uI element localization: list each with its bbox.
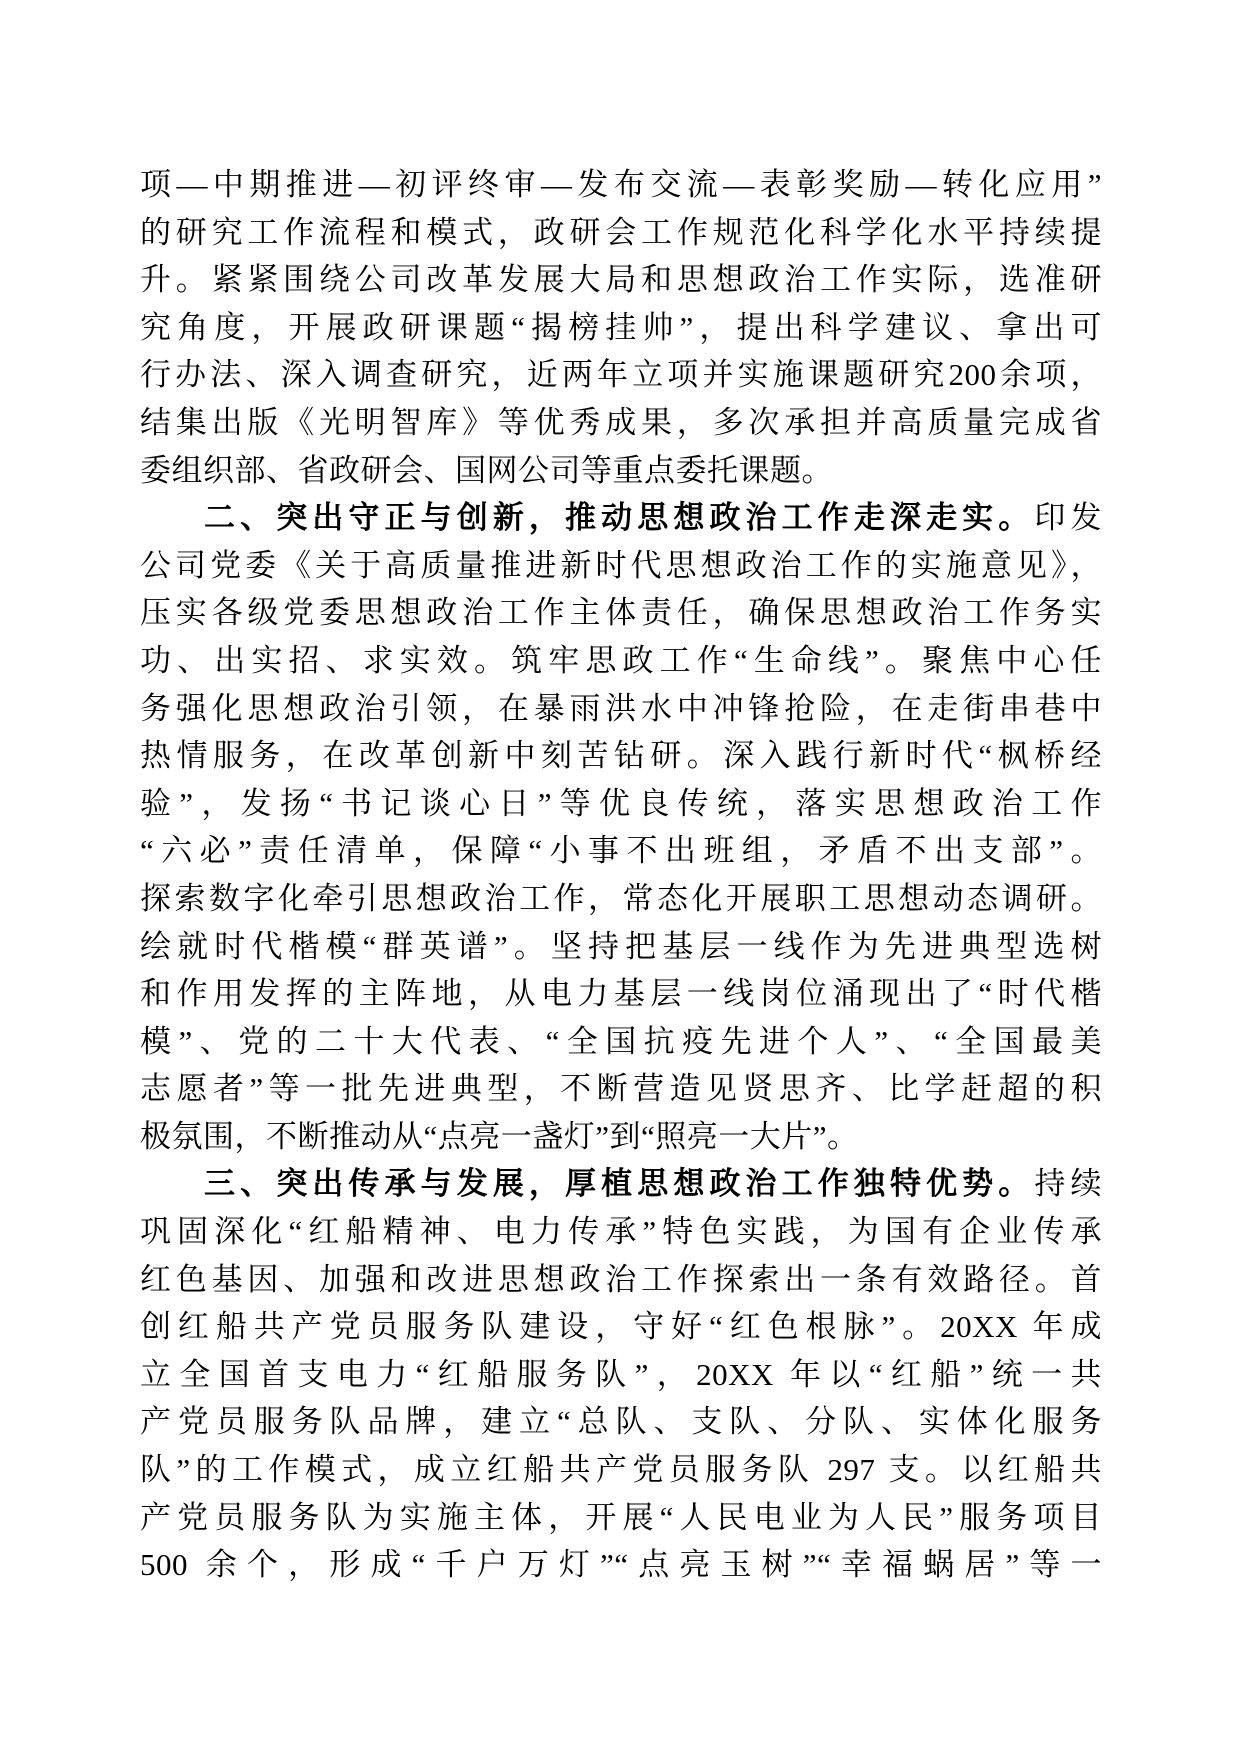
text-line: 委组织部、省政研会、国网公司等重点委托课题。: [140, 452, 833, 488]
text-line: 红色基因、加强和改进思想政治工作探索出一条有效路径。首: [140, 1261, 1102, 1297]
text-line: 行办法、深入调查研究，近两年立项并实施课题研究200余项，: [140, 357, 1102, 393]
section-heading: 三、突出传承与发展，厚植思想政治工作独特优势。: [204, 1166, 1035, 1203]
text-line: 产党员服务队为实施主体，开展“人民电业为人民”服务项目: [140, 1499, 1102, 1535]
text-line: 模”、党的二十大代表、“全国抗疫先进个人”、“全国最美: [140, 1023, 1102, 1059]
heading-tail: 印发: [1034, 500, 1103, 536]
text-line: 务强化思想政治引领，在暴雨洪水中冲锋抢险，在走街串巷中: [140, 690, 1102, 726]
paragraph-3: [140, 1160, 1102, 1588]
text-line: “六必”责任清单，保障“小事不出班组，矛盾不出支部”。: [140, 833, 1102, 869]
text-line: 创红船共产党员服务队建设，守好“红色根脉”。20XX 年成: [140, 1309, 1102, 1345]
text-line: 探索数字化牵引思想政治工作，常态化开展职工思想动态调研。: [140, 880, 1102, 916]
text-line: 项—中期推进—初评终审—发布交流—表彰奖励—转化应用”: [140, 167, 1102, 202]
text-line: 志愿者”等一批先进典型，不断营造见贤思齐、比学赶超的积: [140, 1071, 1102, 1107]
heading-line: [140, 1160, 1102, 1208]
paragraph-2: [140, 494, 1102, 1160]
text-line: 压实各级党委思想政治工作主体责任，确保思想政治工作务实: [140, 595, 1102, 631]
text-line: 极氛围，不断推动从“点亮一盏灯”到“照亮一大片”。: [140, 1118, 859, 1154]
document-page: [140, 161, 1102, 1589]
text-line: 公司党委《关于高质量推进新时代思想政治工作的实施意见》，: [140, 547, 1102, 583]
section-heading: 二、突出守正与创新，推动思想政治工作走深走实。: [204, 500, 1035, 537]
heading-tail: 持续: [1034, 1166, 1103, 1202]
text-line: 巩固深化“红船精神、电力传承”特色实践，为国有企业传承: [140, 1214, 1102, 1250]
text-line: 热情服务，在改革创新中刻苦钻研。深入践行新时代“枫桥经: [140, 738, 1102, 774]
text-line: 的研究工作流程和模式，政研会工作规范化科学化水平持续提: [140, 214, 1102, 250]
text-line: 结集出版《光明智库》等优秀成果，多次承担并高质量完成省: [140, 404, 1102, 440]
heading-line: [140, 494, 1102, 542]
text-line: 和作用发挥的主阵地，从电力基层一线岗位涌现出了“时代楷: [140, 976, 1102, 1012]
text-line: 队”的工作模式，成立红船共产党员服务队 297 支。以红船共: [140, 1452, 1102, 1488]
text-line: 产党员服务队品牌，建立“总队、支队、分队、实体化服务: [140, 1404, 1102, 1440]
text-line: 功、出实招、求实效。筑牢思政工作“生命线”。聚焦中心任: [140, 642, 1102, 678]
text-line: 究角度，开展政研课题“揭榜挂帅”，提出科学建议、拿出可: [140, 309, 1102, 345]
text-line: 升。紧紧围绕公司改革发展大局和思想政治工作实际，选准研: [140, 262, 1102, 298]
paragraph-1: [140, 161, 1102, 494]
text-line: 立全国首支电力“红船服务队”，20XX 年以“红船”统一共: [140, 1356, 1102, 1392]
text-line: 验”，发扬“书记谈心日”等优良传统，落实思想政治工作: [140, 785, 1102, 821]
text-line: 500 余个，形成“千户万灯”“点亮玉树”“幸福蜗居”等一: [140, 1547, 1102, 1583]
text-line: 绘就时代楷模“群英谱”。坚持把基层一线作为先进典型选树: [140, 928, 1102, 964]
